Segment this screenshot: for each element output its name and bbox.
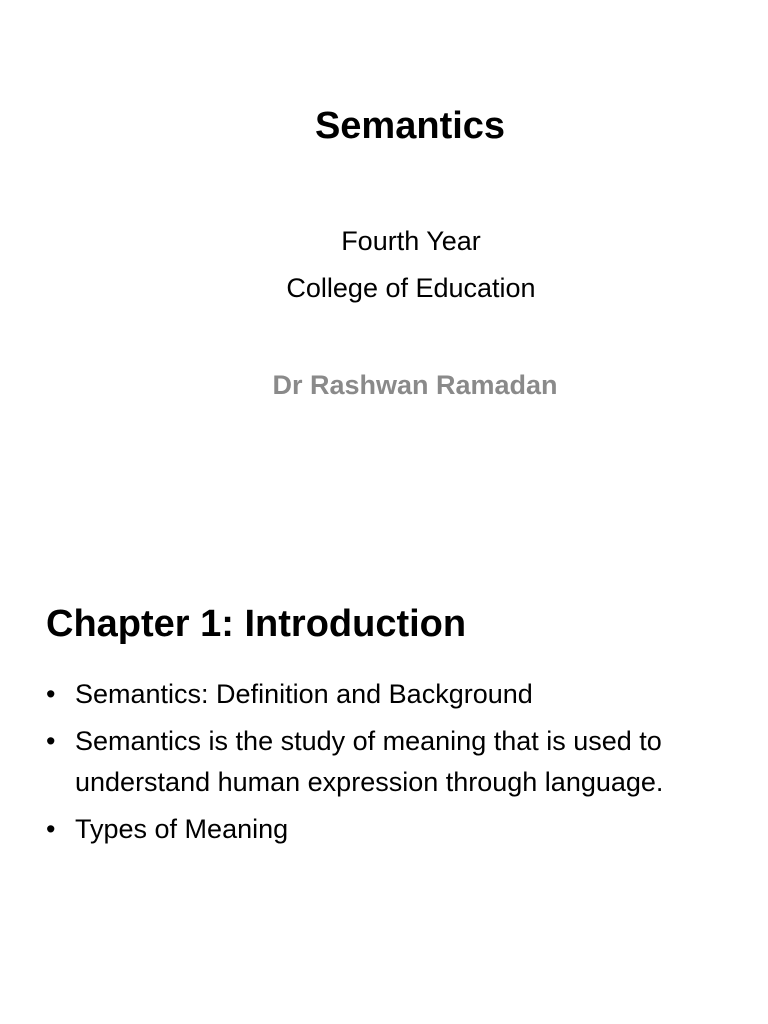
bullet-item [46,809,736,850]
subtitle-year: Fourth Year [341,226,481,256]
bullet-list [46,674,736,856]
bullet-dot-icon: • [46,814,56,844]
bullet-item [46,721,736,803]
chapter-slide [0,512,768,1024]
slide-title: Semantics [314,105,506,147]
bullet-dot-icon: • [46,679,56,709]
chapter-title: Chapter 1: Introduction [46,603,467,645]
bullet-text: Types of Meaning [75,814,289,844]
bullet-item [46,674,736,715]
author-name: Dr Rashwan Ramadan [272,370,558,400]
subtitle-college: College of Education [286,273,536,303]
bullet-dot-icon: • [46,726,56,756]
bullet-text: Semantics is the study of meaning that is used to understand human expression through language. [75,726,664,797]
bullet-text: Semantics: Definition and Background [75,679,533,709]
